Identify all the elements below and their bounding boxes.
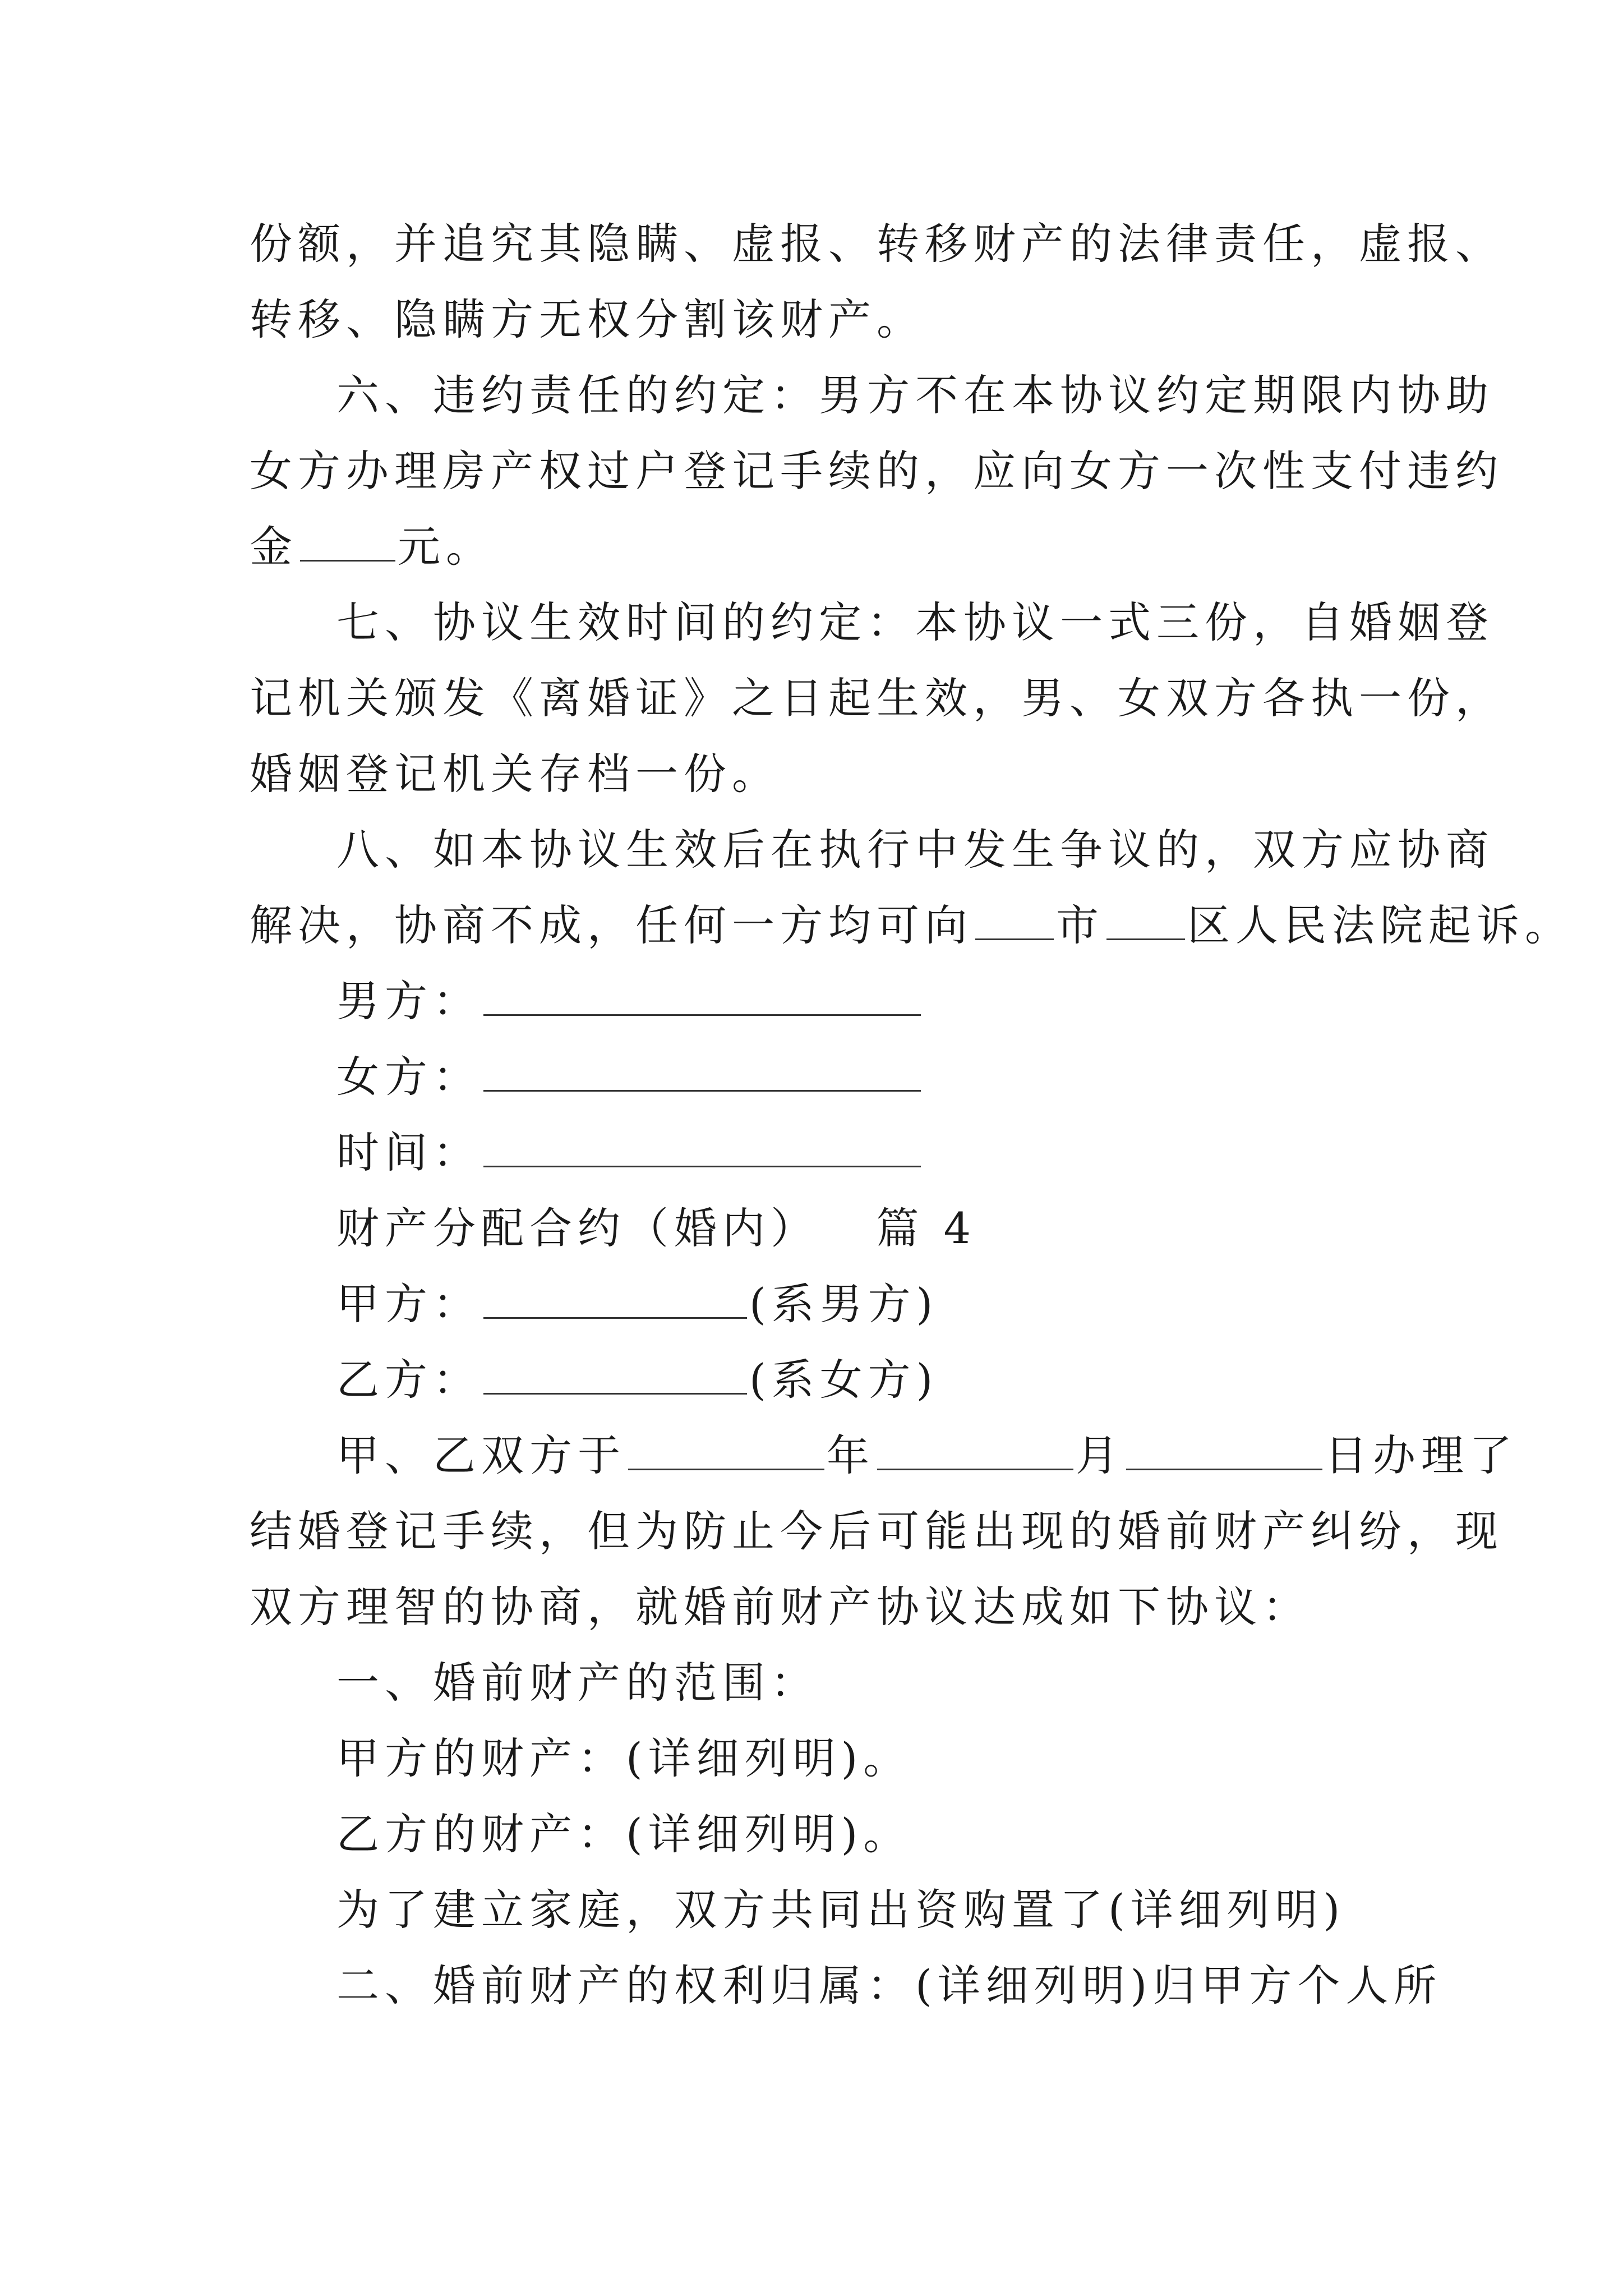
- party-b-line: [336, 1352, 938, 1408]
- text-fragment: 年: [827, 1430, 875, 1480]
- paragraph-line: 转移、隐瞒方无权分割该财产。: [250, 295, 925, 344]
- paragraph-line: 女方办理房产权过户登记手续的，应向女方一次性支付违约: [250, 446, 1504, 496]
- paragraph-line: 结婚登记手续，但为防止今后可能出现的婚前财产纠纷，现: [250, 1506, 1504, 1556]
- paragraph-line: 份额，并追究其隐瞒、虚报、转移财产的法律责任，虚报、: [250, 219, 1504, 269]
- text-fragment: 市: [1056, 900, 1104, 950]
- fill-blank: [483, 1131, 921, 1167]
- text-fragment: 解决，协商不成，任何一方均可向: [250, 900, 973, 950]
- paragraph-line: 婚姻登记机关存档一份。: [250, 749, 780, 799]
- fill-blank: [300, 525, 395, 562]
- list-item: 一、婚前财产的范围：: [336, 1658, 819, 1708]
- fill-blank: [483, 1282, 747, 1319]
- paragraph-line: 八、如本协议生效后在执行中发生争议的，双方应协商: [336, 825, 1494, 875]
- fill-blank: [483, 979, 921, 1016]
- text-fragment: 金: [250, 522, 298, 572]
- signature-label: 时间：: [336, 1128, 481, 1177]
- list-item: 二、婚前财产的权利归属：(详细列明)归甲方个人所: [336, 1961, 1442, 2010]
- fill-blank: [483, 1358, 747, 1395]
- signature-label: 男方：: [336, 976, 481, 1026]
- party-label: 甲方：: [336, 1279, 481, 1329]
- paragraph-line: 记机关颁发《离婚证》之日起生效，男、女双方各执一份，: [250, 673, 1504, 723]
- section-title: 财产分配合约（婚内） 篇 4: [336, 1203, 976, 1253]
- fill-blank: [975, 904, 1054, 940]
- signature-label: 女方：: [336, 1052, 481, 1102]
- fill-blank: [1106, 904, 1185, 940]
- fill-blank: [877, 1434, 1073, 1470]
- fill-blank: [483, 1055, 921, 1092]
- party-note: (系男方): [749, 1279, 939, 1329]
- party-a-line: [336, 1276, 938, 1332]
- paragraph-line: 七、协议生效时间的约定：本协议一式三份，自婚姻登: [336, 597, 1494, 647]
- signature-line-male: [336, 973, 923, 1029]
- paragraph-line: 六、违约责任的约定：男方不在本协议约定期限内协助: [336, 370, 1494, 420]
- signature-line-female: [336, 1049, 923, 1105]
- text-fragment: 元。: [398, 522, 494, 572]
- list-item: 为了建立家庭，双方共同出资购置了(详细列明): [336, 1885, 1346, 1935]
- text-fragment: 日办理了: [1325, 1430, 1518, 1480]
- list-item: 乙方的财产：(详细列明)。: [336, 1809, 912, 1859]
- fill-blank: [628, 1434, 824, 1470]
- paragraph-line: [250, 898, 1573, 954]
- signature-line-time: [336, 1125, 923, 1181]
- paragraph-line: [336, 1428, 1518, 1484]
- party-label: 乙方：: [336, 1355, 481, 1405]
- list-item: 甲方的财产：(详细列明)。: [336, 1733, 912, 1783]
- text-fragment: 月: [1076, 1430, 1124, 1480]
- paragraph-line: 双方理智的协商，就婚前财产协议达成如下协议：: [250, 1582, 1311, 1632]
- text-fragment: 区人民法院起诉。: [1187, 900, 1573, 950]
- fill-blank: [1126, 1434, 1322, 1470]
- party-note: (系女方): [749, 1355, 939, 1405]
- text-fragment: 甲、乙双方于: [336, 1430, 626, 1480]
- paragraph-line: [250, 519, 494, 575]
